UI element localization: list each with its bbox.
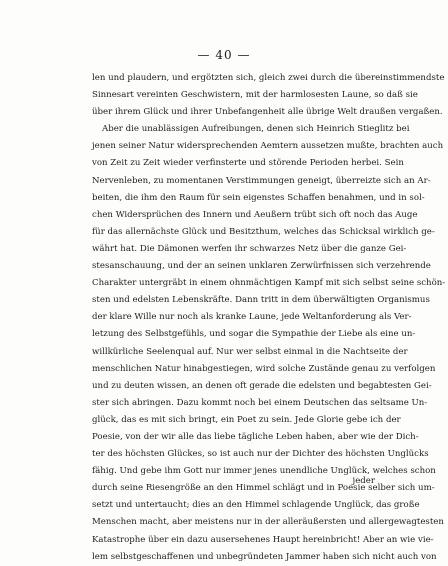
text-line: stesanschauung, und der an seinen unklaren Zerwürfnissen sich verzehrende — [92, 261, 431, 272]
text-line: glück, das es mit sich bringt, ein Poet zu sein. Jede Glorie gebe ich der — [92, 414, 401, 425]
text-line: und zu deuten wissen, an denen oft gerade die edelsten und begabtesten Gei- — [92, 380, 432, 391]
text-line: menschlichen Natur hinabgestiegen, wird solche Zustände genau zu verfolgen — [92, 363, 436, 374]
text-line: sten und edelsten Lebenskräfte. Dann tritt in dem überwältigten Organismus — [92, 295, 430, 306]
text-line: Charakter untergräbt in einem ohnmächtigen Kampf mit sich selbst seine schön- — [92, 278, 446, 289]
text-line: fähig. Und gebe ihm Gott nur immer jenes unendliche Unglück, welches schon — [92, 466, 436, 477]
text-line: Katastrophe über ein dazu ausersehenes Haupt hereinbricht! Aber an wie vie- — [92, 534, 434, 545]
body-text — [92, 70, 446, 566]
text-line: letzung des Selbstgefühls, und sogar die Sympathie der Liebe als eine un- — [92, 329, 416, 340]
page-number: — 40 — — [197, 48, 251, 62]
text-line: chen Widersprüchen des Innern und Aeußern trübt sich oft noch das Auge — [92, 209, 418, 220]
text-line: währt hat. Die Dämonen werfen ihr schwarzes Netz über die ganze Gei- — [92, 243, 407, 254]
text-line: Sinnesart vereinten Geschwistern, mit der harmlosesten Laune, so daß sie — [92, 90, 418, 101]
text-line: der klare Wille nur noch als kranke Laune, jede Weltanforderung als Ver- — [92, 312, 412, 323]
text-line: jenen seiner Natur widersprechenden Aemtern aussetzen mußte, brachten auch — [92, 141, 444, 152]
text-line: Poesie, von der wir alle das liebe tägliche Leben haben, aber wie der Dich- — [92, 431, 419, 442]
text-line: beiten, die ihm den Raum für sein eigenstes Schaffen benahmen, und in sol- — [92, 192, 425, 203]
text-line: ster sich abringen. Dazu kommt noch bei einem Deutschen das seltsame Un- — [92, 397, 428, 408]
text-line: durch seine Riesengröße an den Himmel schlägt und in Poesie selber sich um- — [92, 483, 435, 494]
text-line: für das allernächste Glück und Besitzthum, welches das Schicksal wirklich ge- — [92, 226, 435, 237]
text-line: Aber die unablässigen Aufreibungen, denen sich Heinrich Stieglitz bei — [102, 124, 410, 135]
text-line: len und plaudern, und ergötzten sich, gleich zwei durch die übereinstimmendste — [92, 73, 445, 83]
text-line: ter des höchsten Glückes, so ist auch nur der Dichter des höchsten Unglücks — [92, 449, 429, 460]
catchword: jeder — [352, 476, 375, 486]
text-line: Nervenleben, zu momentanen Verstimmungen geneigt, überreizte sich an Ar- — [92, 175, 431, 186]
text-line: willkürliche Seelenqual auf. Nur wer selbst einmal in die Nachtseite der — [92, 346, 408, 357]
text-line: von Zeit zu Zeit wieder verfinsterte und störende Perioden herbei. Sein — [92, 158, 404, 169]
text-line: lem selbstgeschaffenen und unbegründeten Jammer haben sich nicht auch von — [92, 551, 437, 562]
text-line: setzt und untertaucht; dies an den Himmel schlagende Unglück, das große — [92, 500, 420, 511]
text-line: Menschen macht, aber meistens nur in der alleräußersten und allergewagtesten — [92, 517, 444, 528]
text-line: über ihrem Glück und ihrer Unbefangenheit alle übrige Welt draußen vergaßen. — [92, 107, 443, 118]
